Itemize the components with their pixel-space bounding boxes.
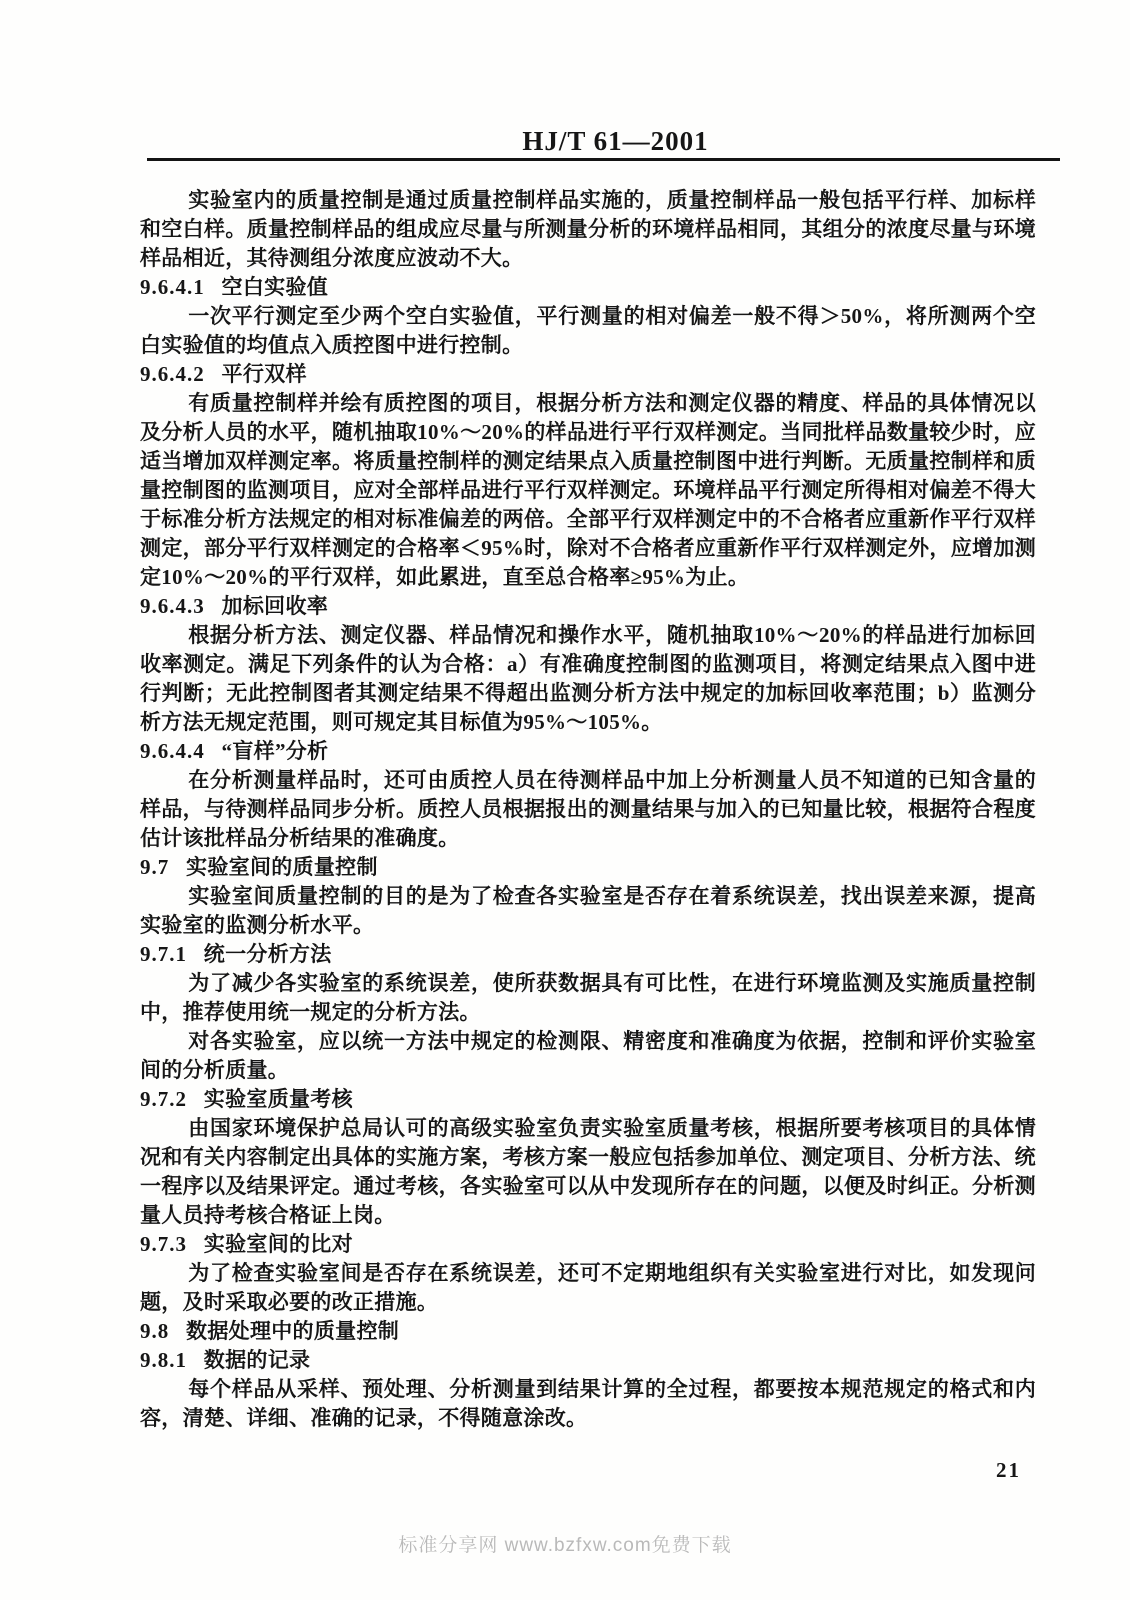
body-paragraph: 实验室间质量控制的目的是为了检查各实验室是否存在着系统误差，找出误差来源，提高实验室的监测分析水平。 bbox=[140, 884, 1036, 937]
body-paragraph: 为了减少各实验室的系统误差，使所获数据具有可比性，在进行环境监测及实施质量控制中，推荐使用统一规定的分析方法。 bbox=[140, 971, 1036, 1024]
section-heading bbox=[140, 940, 1036, 969]
body-paragraph: 对各实验室，应以统一方法中规定的检测限、精密度和准确度为依据，控制和评价实验室间的分析质量。 bbox=[140, 1029, 1036, 1082]
section-number: 9.6.4.4 bbox=[140, 739, 205, 763]
body-paragraph: 每个样品从采样、预处理、分析测量到结果计算的全过程，都要按本规范规定的格式和内容，清楚、详细、准确的记录，不得随意涂改。 bbox=[140, 1377, 1036, 1430]
body-paragraph: 一次平行测定至少两个空白实验值，平行测量的相对偏差一般不得＞50%，将所测两个空白实验值的均值点入质控图中进行控制。 bbox=[140, 304, 1036, 357]
section-title: 空白实验值 bbox=[221, 275, 329, 299]
section-number: 9.7.1 bbox=[140, 942, 187, 966]
section-number: 9.7 bbox=[140, 855, 170, 879]
standard-code: HJ/T 61—2001 bbox=[522, 126, 709, 156]
section-number: 9.6.4.1 bbox=[140, 275, 205, 299]
section-heading bbox=[140, 1346, 1036, 1375]
body-paragraph: 由国家环境保护总局认可的高级实验室负责实验室质量考核，根据所要考核项目的具体情况和有关内容制定出具体的实施方案，考核方案一般应包括参加单位、测定项目、分析方法、统一程序以及结果评定。通过考核，各实验室可以从中发现所存在的问题，以便及时纠正。分析测量人员持考核合格证上岗。 bbox=[140, 1116, 1036, 1227]
body-paragraph: 有质量控制样并绘有质控图的项目，根据分析方法和测定仪器的精度、样品的具体情况以及分析人员的水平，随机抽取10%～20%的样品进行平行双样测定。当同批样品数量较少时，应适当增加双样测定率。将质量控制样的测定结果点入质量控制图中进行判断。无质量控制样和质量控制图的监测项目，应对全部样品进行平行双样测定。环境样品平行测定所得相对偏差不得大于标准分析方法规定的相对标准偏差的两倍。全部平行双样测定中的不合格者应重新作平行双样测定，部分平行双样测定的合格率＜95%时，除对不合格者应重新作平行双样测定外，应增加测定10%～20%的平行双样，如此累进，直至总合格率≥95%为止。 bbox=[140, 391, 1036, 589]
section-number: 9.6.4.2 bbox=[140, 362, 205, 386]
section-heading bbox=[140, 360, 1036, 389]
body-paragraph: 根据分析方法、测定仪器、样品情况和操作水平，随机抽取10%～20%的样品进行加标回收率测定。满足下列条件的认为合格：a）有准确度控制图的监测项目，将测定结果点入图中进行判断；无此控制图者其测定结果不得超出监测分析方法中规定的加标回收率范围；b）监测分析方法无规定范围，则可规定其目标值为95%～105%。 bbox=[140, 623, 1036, 734]
document-body bbox=[140, 186, 1036, 1433]
body-paragraph: 在分析测量样品时，还可由质控人员在待测样品中加上分析测量人员不知道的已知含量的样品，与待测样品同步分析。质控人员根据报出的测量结果与加入的已知量比较，根据符合程度估计该批样品分析结果的准确度。 bbox=[140, 768, 1036, 850]
section-number: 9.8.1 bbox=[140, 1348, 187, 1372]
section-heading bbox=[140, 853, 1036, 882]
section-heading bbox=[140, 273, 1036, 302]
section-title: 数据处理中的质量控制 bbox=[186, 1319, 400, 1343]
watermark-text: 标准分享网 www.bzfxw.com免费下载 bbox=[398, 1535, 732, 1556]
section-heading bbox=[140, 592, 1036, 621]
section-title: 加标回收率 bbox=[221, 594, 329, 618]
section-title: 平行双样 bbox=[221, 362, 307, 386]
page-header bbox=[147, 126, 1060, 161]
section-number: 9.8 bbox=[140, 1319, 170, 1343]
body-paragraph: 为了检查实验室间是否存在系统误差，还可不定期地组织有关实验室进行对比，如发现问题，及时采取必要的改正措施。 bbox=[140, 1261, 1036, 1314]
section-title: 实验室间的比对 bbox=[203, 1232, 353, 1256]
section-title: 数据的记录 bbox=[203, 1348, 311, 1372]
section-title: 统一分析方法 bbox=[203, 942, 332, 966]
section-heading bbox=[140, 1085, 1036, 1114]
page-number: 21 bbox=[996, 1458, 1021, 1482]
section-number: 9.7.3 bbox=[140, 1232, 187, 1256]
section-number: 9.6.4.3 bbox=[140, 594, 205, 618]
section-title: 实验室间的质量控制 bbox=[186, 855, 378, 879]
section-heading bbox=[140, 1230, 1036, 1259]
section-heading bbox=[140, 737, 1036, 766]
section-title: 实验室质量考核 bbox=[203, 1087, 353, 1111]
body-paragraph: 实验室内的质量控制是通过质量控制样品实施的，质量控制样品一般包括平行样、加标样和空白样。质量控制样品的组成应尽量与所测量分析的环境样品相同，其组分的浓度尽量与环境样品相近，其待测组分浓度应波动不大。 bbox=[140, 188, 1036, 270]
section-heading bbox=[140, 1317, 1036, 1346]
section-number: 9.7.2 bbox=[140, 1087, 187, 1111]
section-title: “盲样”分析 bbox=[221, 739, 329, 763]
